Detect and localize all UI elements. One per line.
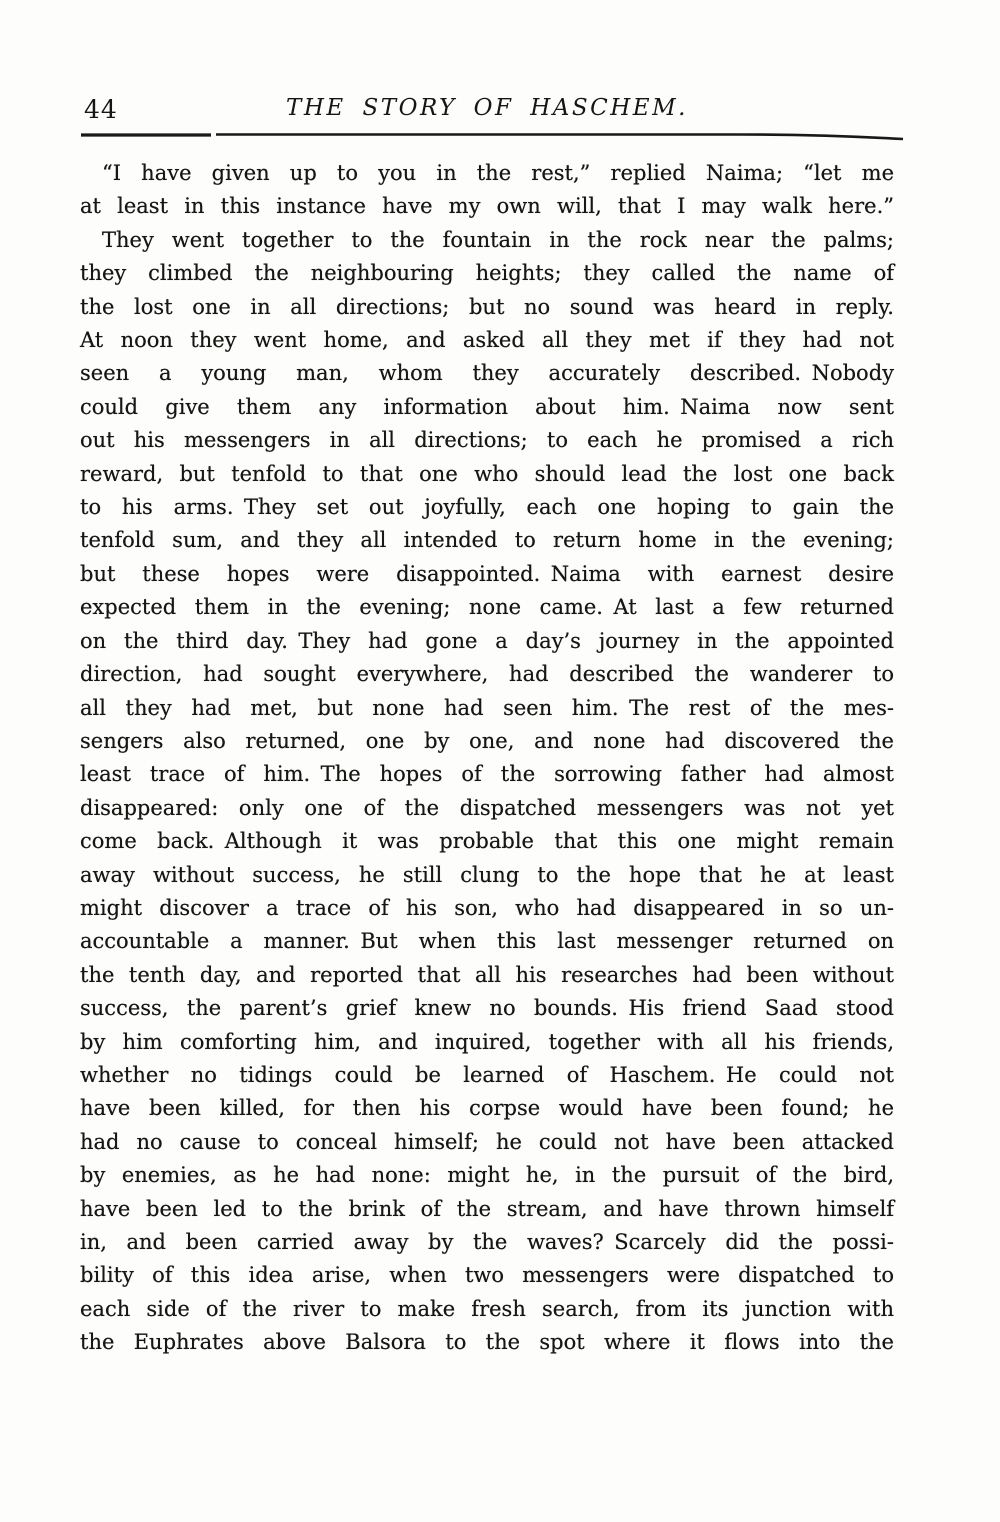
text-line: but these hopes were disappointed. Naima with earnest desire [80,561,894,586]
text-line: whether no tidings could be learned of Haschem. He could not [80,1062,894,1087]
text-line: “I have given up to you in the rest,” replied Naima; “let me [102,161,894,185]
header-rule [80,130,908,142]
text-line: the lost one in all directions; but no sound was heard in reply. [80,294,894,319]
text-line: out his messengers in all directions; to each he promised a rich [80,428,894,453]
text-line: success, the parent’s grief knew no bounds. His friend Saad stood [80,996,894,1021]
text-line: least trace of him. The hopes of the sorrowing father had almost [80,762,894,787]
paragraph [80,224,894,1360]
text-line: They went together to the fountain in the rock near the palms; [102,227,894,252]
text-line: come back. Although it was probable that this one might remain [80,829,894,854]
text-line: tenfold sum, and they all intended to return home in the evening; [80,528,894,553]
page-body [80,157,894,1360]
text-line: had no cause to conceal himself; he could not have been attacked [80,1129,894,1154]
text-line: at least in this instance have my own will, that I may walk here.” [80,194,894,219]
text-line: could give them any information about him. Naima now sent [80,394,894,419]
page-number: 44 [84,95,118,124]
text-line: disappeared: only one of the dispatched messengers was not yet [80,795,894,820]
text-line: by him comforting him, and inquired, together with all his friends, [80,1029,894,1054]
text-line: away without success, he still clung to the hope that he at least [80,862,894,887]
text-line: bility of this idea arise, when two messengers were dispatched to [80,1263,894,1288]
text-line: they climbed the neighbouring heights; they called the name of [80,261,894,286]
running-title: THE STORY OF HASCHEM. [286,95,688,121]
text-line: might discover a trace of his son, who had disappeared in so un- [80,895,894,920]
text-line: direction, had sought everywhere, had described the wanderer to [80,662,894,687]
text-line: have been killed, for then his corpse would have been found; he [80,1096,894,1121]
text-line: the Euphrates above Balsora to the spot where it flows into the [80,1330,894,1355]
paragraph [80,157,894,224]
page-header [80,94,894,130]
text-line: the tenth day, and reported that all his researches had been without [80,962,894,987]
text-line: each side of the river to make fresh search, from its junction with [80,1296,894,1321]
text-line: all they had met, but none had seen him. The rest of the mes- [80,695,894,720]
text-line: to his arms. They set out joyfully, each one hoping to gain the [80,495,894,520]
text-line: sengers also returned, one by one, and none had discovered the [80,728,894,753]
text-line: At noon they went home, and asked all they met if they had not [80,328,894,353]
text-line: accountable a manner. But when this last messenger returned on [80,929,894,954]
text-line: by enemies, as he had none: might he, in the pursuit of the bird, [80,1163,894,1188]
text-line: have been led to the brink of the stream, and have thrown himself [80,1196,894,1221]
text-line: reward, but tenfold to that one who should lead the lost one back [80,461,894,486]
text-line: seen a young man, whom they accurately described. Nobody [80,361,894,386]
text-block [80,94,894,1360]
text-line: in, and been carried away by the waves? Scarcely did the possi- [80,1230,894,1254]
text-line: expected them in the evening; none came. At last a few returned [80,595,894,620]
text-line: on the third day. They had gone a day’s journey in the appointed [80,628,894,653]
